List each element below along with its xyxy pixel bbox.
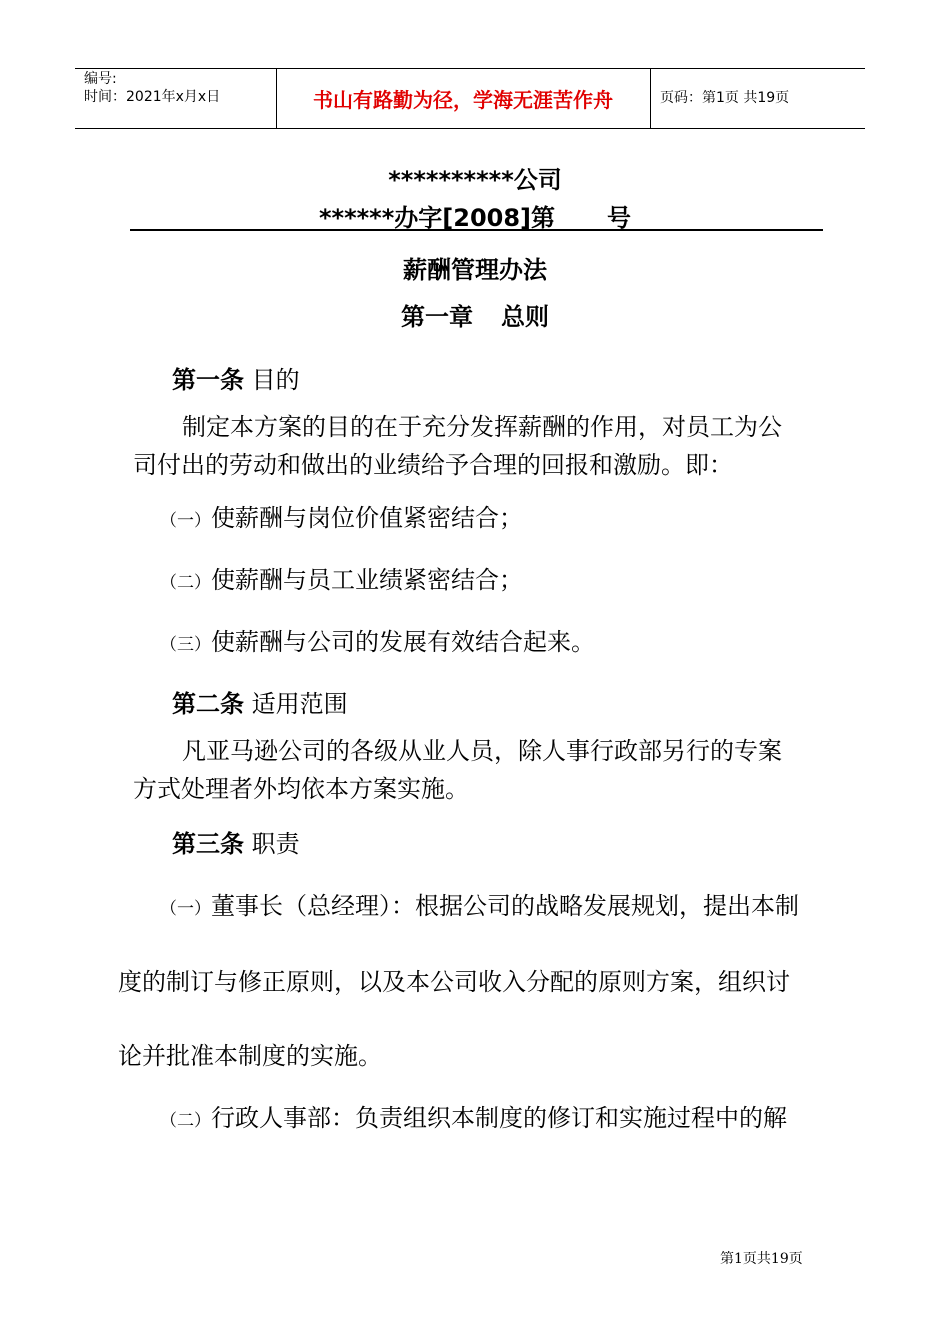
title-rule: [130, 229, 823, 231]
chapter-heading: [0, 297, 950, 332]
header-bottom-rule: [75, 128, 865, 129]
document-number-suffix: 号: [607, 204, 632, 232]
article-1-para-line-1: 制定本方案的目的在于充分发挥薪酬的作用，对员工为公: [182, 413, 782, 441]
article-1-label: 第一条: [172, 366, 244, 394]
chapter-number: 第一章: [401, 303, 473, 331]
header-page-label: 页码：第1页 共19页: [660, 90, 790, 106]
article-3-label: 第三条: [172, 830, 244, 858]
article-3-item-1-line-3: 论并批准本制度的实施。: [118, 1042, 382, 1070]
header-time-label: 时间：2021年x月x日: [84, 89, 221, 105]
article-3-item-1-line-2: 度的制订与修正原则，以及本公司收入分配的原则方案，组织讨: [118, 968, 790, 996]
item-number: （二）: [160, 573, 211, 593]
article-1-title: 目的: [251, 366, 300, 394]
footer-page-number: 第1页共19页: [720, 1251, 803, 1267]
item-text: 董事长（总经理）：根据公司的战略发展规划，提出本制: [211, 892, 799, 920]
article-1-para-line-2: 司付出的劳动和做出的业绩给予合理的回报和激励。即：: [133, 451, 733, 479]
article-2-label: 第二条: [172, 690, 244, 718]
article-2-para-line-1: 凡亚马逊公司的各级从业人员，除人事行政部另行的专案: [182, 737, 782, 765]
item-text: 行政人事部：负责组织本制度的修订和实施过程中的解: [211, 1104, 787, 1132]
item-number: （二）: [160, 1111, 211, 1131]
article-1-heading: [172, 360, 300, 395]
article-3-heading: [172, 824, 300, 859]
article-1-item-1: [160, 498, 523, 533]
article-1-item-3: [160, 622, 595, 657]
document-number: [0, 198, 950, 233]
article-3-title: 职责: [251, 830, 300, 858]
document-number-prefix: ******办字[2008]第: [318, 204, 556, 232]
article-2-para-line-2: 方式处理者外均依本方案实施。: [133, 775, 469, 803]
item-text: 使薪酬与员工业绩紧密结合；: [211, 566, 523, 594]
header-slogan: 书山有路勤为径，学海无涯苦作舟: [313, 87, 613, 112]
item-number: （三）: [160, 635, 211, 655]
article-3-item-1-line-1: [160, 886, 799, 921]
item-text: 使薪酬与公司的发展有效结合起来。: [211, 628, 595, 656]
chapter-title: 总则: [501, 303, 549, 331]
article-3-item-2-line-1: [160, 1098, 787, 1133]
header-number-label: 编号:: [84, 71, 117, 87]
article-2-title: 适用范围: [251, 690, 348, 718]
header-divider-right: [650, 68, 651, 128]
article-1-item-2: [160, 560, 523, 595]
company-name: **********公司: [388, 166, 562, 194]
article-2-heading: [172, 684, 348, 719]
item-number: （一）: [160, 899, 211, 919]
document-title: 薪酬管理办法: [403, 256, 547, 284]
item-number: （一）: [160, 511, 211, 531]
item-text: 使薪酬与岗位价值紧密结合；: [211, 504, 523, 532]
